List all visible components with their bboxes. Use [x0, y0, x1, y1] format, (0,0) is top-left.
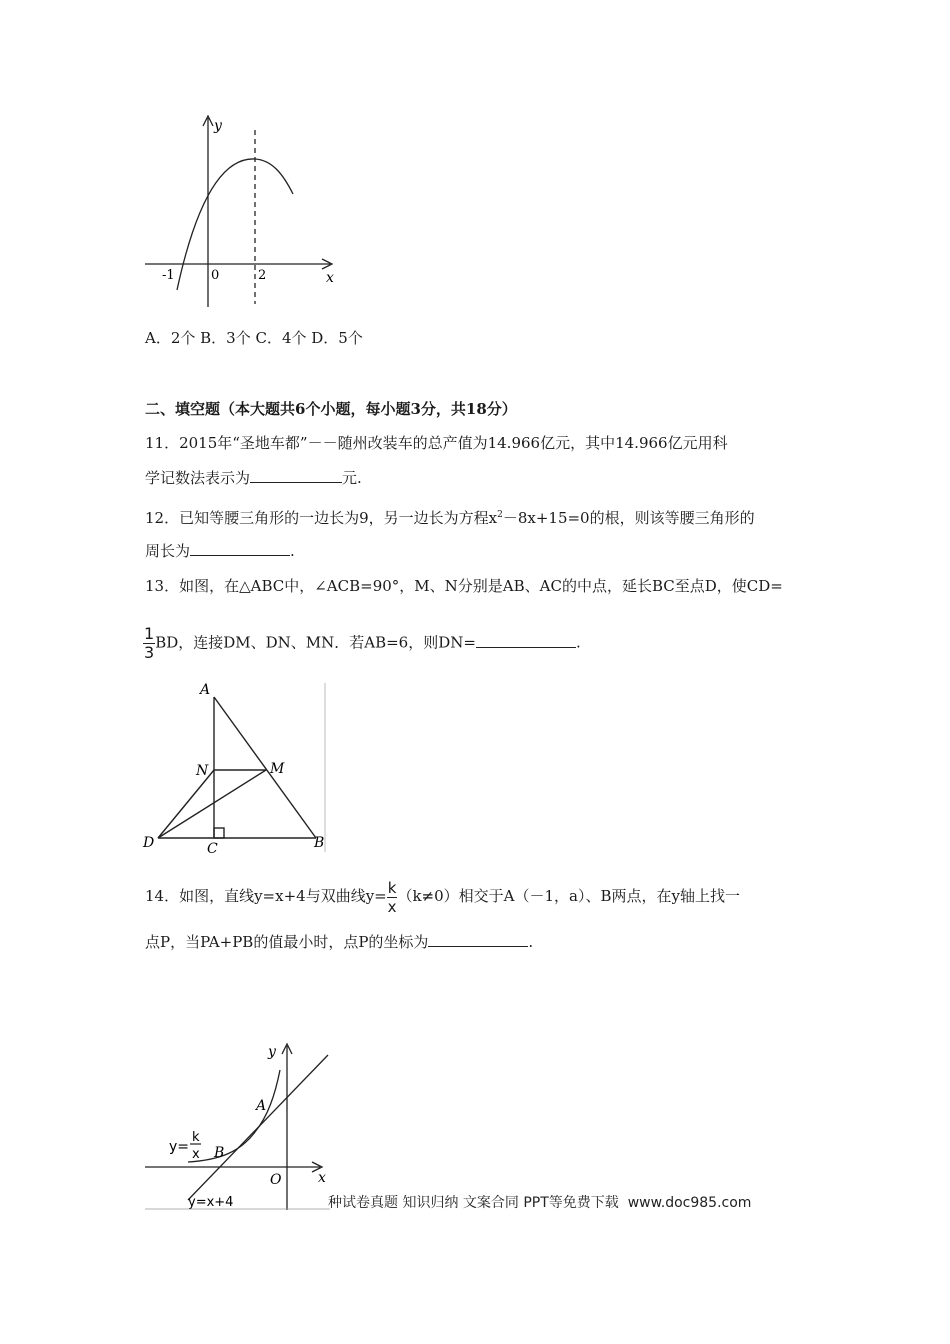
curve-frac-num: k [192, 1130, 200, 1145]
label-M: M [270, 761, 285, 777]
q12-line1-post: －8x+15=0的根，则该等腰三角形的 [502, 509, 755, 527]
q13-answer-blank[interactable] [476, 633, 576, 648]
q11-line1: 11．2015年“圣地车都”－－随州改装车的总产值为14.966亿元，其中14.966亿元用科 [145, 434, 728, 452]
q12-line1-pre: 12．已知等腰三角形的一边长为9，另一边长为方程x [145, 509, 498, 527]
q12-line2-pre: 周长为 [145, 542, 191, 560]
curve-label-pre: y= [169, 1139, 190, 1155]
q14-line1-pre: 14．如图，直线y=x+4与双曲线y= [145, 887, 387, 905]
q12-line1 [145, 505, 755, 528]
q10-options: A．2个 B．3个 C．4个 D．5个 [145, 329, 363, 347]
label-B: B [214, 1145, 225, 1161]
q12-answer-blank[interactable] [190, 541, 290, 556]
label-N: N [196, 763, 209, 779]
q11-line2-pre: 学记数法表示为 [145, 469, 251, 487]
q12-line2-post: . [290, 542, 295, 560]
label-C: C [207, 841, 218, 857]
q13-line2-post: . [575, 633, 581, 652]
parabola-figure [140, 112, 350, 317]
segment-DN [158, 770, 214, 838]
x-axis-label: x [326, 270, 334, 286]
section2-heading: 二、填空题（本大题共6个小题，每小题3分，共18分） [145, 400, 517, 418]
q13-line2-pre: BD，连接DM、DN、MN．若AB=6，则DN= [155, 633, 476, 652]
y-axis-label: y [214, 118, 222, 134]
hyperbola-figure [140, 1040, 340, 1215]
label-D: D [143, 835, 155, 851]
q11-line2 [145, 468, 362, 488]
q14-line2 [145, 932, 533, 952]
q12-line2 [145, 541, 295, 561]
curve-frac-den: x [192, 1147, 200, 1162]
footer [328, 1192, 751, 1212]
label-A: A [256, 1098, 267, 1114]
line-label: y=x+4 [188, 1195, 234, 1210]
hyperbola-branch [188, 1070, 280, 1162]
tick-2: 2 [258, 268, 267, 283]
q12-superscript: 2 [497, 510, 503, 520]
q11-answer-blank[interactable] [250, 468, 342, 483]
footer-text: 种试卷真题 知识归纳 文案合同 PPT等免费下载 [328, 1195, 619, 1211]
y-axis-label: y [268, 1044, 276, 1060]
q14-fraction: $\frac{k}{x}$ [387, 878, 397, 916]
segment-AB [214, 697, 316, 838]
q14-line1-post: （k≠0）相交于A（－1，a）、B两点，在y轴上找一 [397, 887, 740, 905]
tick-neg1: -1 [162, 268, 175, 283]
q13-fraction: $\frac{1}{3}$ [144, 624, 155, 662]
q14-line1 [145, 876, 740, 918]
right-angle-mark [214, 828, 224, 838]
q11-line2-post: 元. [342, 469, 362, 487]
q13-line2 [143, 625, 581, 662]
label-B: B [314, 835, 325, 851]
q14-line2-post: . [528, 933, 534, 951]
q14-answer-blank[interactable] [428, 932, 528, 947]
q13-line1: 13．如图，在△ABC中，∠ACB=90°，M、N分别是AB、AC的中点，延长BC至点D，使CD= [145, 577, 783, 595]
label-O: O [270, 1172, 282, 1188]
label-A: A [200, 682, 211, 698]
tick-0: 0 [211, 268, 220, 283]
footer-url[interactable]: www.doc985.com [627, 1195, 752, 1211]
triangle-figure [140, 677, 330, 857]
q14-line2-pre: 点P，当PA+PB的值最小时，点P的坐标为 [145, 933, 429, 951]
segment-DM [158, 770, 266, 838]
x-axis-label: x [318, 1170, 326, 1186]
parabola-curve [177, 159, 293, 290]
